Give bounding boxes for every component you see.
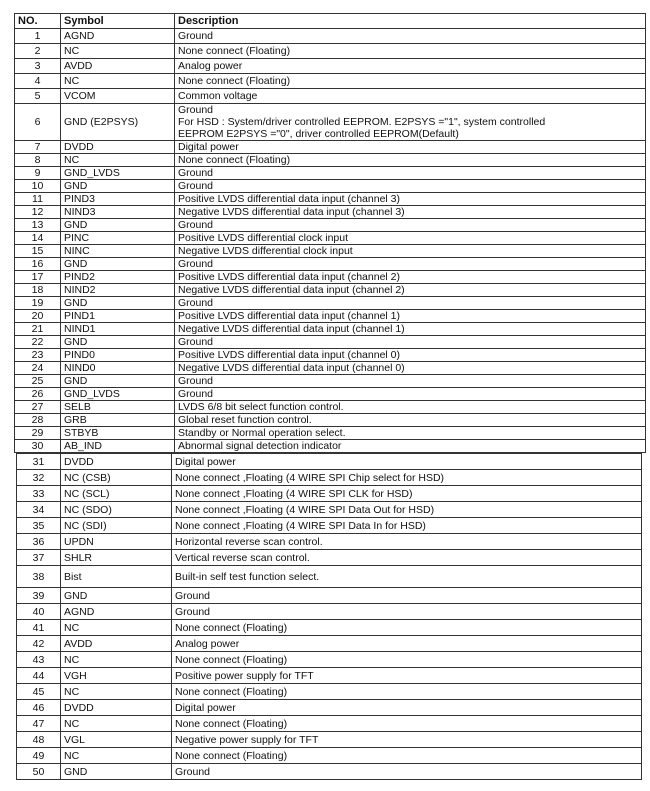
table-row (15, 427, 646, 440)
table-row (17, 470, 642, 486)
pin-description: Digital power (175, 141, 646, 154)
description-line: EEPROM E2PSYS ="0", driver controlled EEPROM(Default) (178, 128, 459, 140)
table-row (15, 284, 646, 297)
pin-description: LVDS 6/8 bit select function control. (175, 401, 646, 414)
pin-symbol: GND (61, 297, 175, 310)
pin-symbol: Bist (61, 566, 172, 588)
pin-symbol: NIND1 (61, 323, 175, 336)
pin-symbol: GRB (61, 414, 175, 427)
pin-symbol: GND (61, 588, 172, 604)
pin-number: 10 (15, 180, 61, 193)
pin-description: Ground (175, 167, 646, 180)
pin-number: 20 (15, 310, 61, 323)
pin-description: Ground (175, 180, 646, 193)
table-row (17, 748, 642, 764)
pin-description: Positive power supply for TFT (172, 668, 642, 684)
pin-number: 5 (15, 89, 61, 104)
pin-symbol: NC (61, 748, 172, 764)
table-row (15, 74, 646, 89)
table-row (15, 323, 646, 336)
pin-description: None connect ,Floating (4 WIRE SPI CLK for HSD) (172, 486, 642, 502)
pin-number: 43 (17, 652, 61, 668)
table-row (15, 258, 646, 271)
pin-description: Negative LVDS differential data input (channel 3) (175, 206, 646, 219)
pin-description: Ground (175, 219, 646, 232)
pin-number: 32 (17, 470, 61, 486)
pin-symbol: PIND2 (61, 271, 175, 284)
pin-description: Ground (172, 604, 642, 620)
pin-table-part-2 (16, 453, 642, 780)
table-row (17, 550, 642, 566)
pin-description: Analog power (172, 636, 642, 652)
table-row (15, 44, 646, 59)
pin-number: 22 (15, 336, 61, 349)
pin-description: Ground (175, 388, 646, 401)
pin-number: 2 (15, 44, 61, 59)
pin-symbol: NC (SDO) (61, 502, 172, 518)
table-row (15, 440, 646, 453)
pin-number: 47 (17, 716, 61, 732)
pin-description: Global reset function control. (175, 414, 646, 427)
table-row (17, 684, 642, 700)
pin-symbol: NC (CSB) (61, 470, 172, 486)
pin-number: 40 (17, 604, 61, 620)
pin-number: 37 (17, 550, 61, 566)
table-row (15, 59, 646, 74)
pin-symbol: NIND0 (61, 362, 175, 375)
table-row (15, 206, 646, 219)
pin-symbol: GND (61, 375, 175, 388)
table-row (17, 588, 642, 604)
pin-description: Digital power (172, 700, 642, 716)
pin-symbol: GND_LVDS (61, 388, 175, 401)
pin-number: 38 (17, 566, 61, 588)
pin-description: Positive LVDS differential data input (channel 3) (175, 193, 646, 206)
table-row (15, 362, 646, 375)
pin-symbol: GND (61, 336, 175, 349)
pin-symbol: SELB (61, 401, 175, 414)
table-row (15, 141, 646, 154)
pin-table-part-1 (14, 13, 646, 453)
pin-number: 17 (15, 271, 61, 284)
table-row (15, 29, 646, 44)
pin-description: Negative LVDS differential data input (channel 1) (175, 323, 646, 336)
pin-number: 46 (17, 700, 61, 716)
table-row (15, 401, 646, 414)
pin-description: None connect (Floating) (172, 748, 642, 764)
pin-symbol: NIND3 (61, 206, 175, 219)
pin-description: None connect (Floating) (172, 716, 642, 732)
pin-number: 39 (17, 588, 61, 604)
pin-number: 9 (15, 167, 61, 180)
pin-symbol: PIND3 (61, 193, 175, 206)
table-row (17, 502, 642, 518)
pin-symbol: NC (61, 652, 172, 668)
pin-number: 35 (17, 518, 61, 534)
pin-symbol: DVDD (61, 454, 172, 470)
pin-symbol: DVDD (61, 141, 175, 154)
pin-symbol: UPDN (61, 534, 172, 550)
pin-description: Standby or Normal operation select. (175, 427, 646, 440)
pin-symbol: NC (61, 44, 175, 59)
pin-symbol: NC (61, 684, 172, 700)
table-row (15, 336, 646, 349)
pin-symbol: AGND (61, 29, 175, 44)
table-row (17, 454, 642, 470)
pin-number: 30 (15, 440, 61, 453)
table-row (17, 668, 642, 684)
pin-number: 33 (17, 486, 61, 502)
pin-number: 48 (17, 732, 61, 748)
pin-number: 13 (15, 219, 61, 232)
pin-symbol: PIND1 (61, 310, 175, 323)
pin-symbol: NC (61, 716, 172, 732)
pin-number: 7 (15, 141, 61, 154)
pin-description: Ground (175, 375, 646, 388)
pin-symbol: AGND (61, 604, 172, 620)
table-row (15, 193, 646, 206)
pin-number: 41 (17, 620, 61, 636)
table-row (15, 375, 646, 388)
pin-description: None connect (Floating) (175, 154, 646, 167)
pin-symbol: NC (61, 74, 175, 89)
pin-number: 25 (15, 375, 61, 388)
pin-symbol: PIND0 (61, 349, 175, 362)
pin-symbol: AVDD (61, 636, 172, 652)
pin-symbol: GND (61, 764, 172, 780)
pin-symbol: AVDD (61, 59, 175, 74)
pin-description: None connect (Floating) (172, 684, 642, 700)
table-row (17, 700, 642, 716)
pin-description: None connect ,Floating (4 WIRE SPI Data Out for HSD) (172, 502, 642, 518)
pin-description: Positive LVDS differential data input (channel 1) (175, 310, 646, 323)
pin-number: 14 (15, 232, 61, 245)
pin-number: 26 (15, 388, 61, 401)
pin-number: 19 (15, 297, 61, 310)
pin-symbol: NC (SCL) (61, 486, 172, 502)
table-row (17, 636, 642, 652)
pin-symbol: NC (61, 620, 172, 636)
pin-symbol: GND (E2PSYS) (61, 104, 175, 141)
pin-number: 44 (17, 668, 61, 684)
pin-number: 34 (17, 502, 61, 518)
pin-description: Negative LVDS differential clock input (175, 245, 646, 258)
pin-number: 36 (17, 534, 61, 550)
table-row (15, 349, 646, 362)
pin-description: Ground (172, 588, 642, 604)
pin-description: Abnormal signal detection indicator (175, 440, 646, 453)
pin-number: 28 (15, 414, 61, 427)
table-row (15, 104, 646, 141)
pin-number: 12 (15, 206, 61, 219)
pin-description: Common voltage (175, 89, 646, 104)
pin-description: Digital power (172, 454, 642, 470)
table-row (15, 167, 646, 180)
table-row (17, 764, 642, 780)
pin-description: None connect (Floating) (172, 620, 642, 636)
pin-symbol: NC (SDI) (61, 518, 172, 534)
table-row (17, 620, 642, 636)
table-row (15, 89, 646, 104)
pin-number: 23 (15, 349, 61, 362)
pin-number: 21 (15, 323, 61, 336)
pin-description: Ground (175, 258, 646, 271)
pin-symbol: DVDD (61, 700, 172, 716)
pin-description: None connect ,Floating (4 WIRE SPI Data In for HSD) (172, 518, 642, 534)
pin-number: 50 (17, 764, 61, 780)
table-row (17, 566, 642, 588)
pin-description: Analog power (175, 59, 646, 74)
pin-symbol: VGL (61, 732, 172, 748)
pin-description: None connect (Floating) (175, 74, 646, 89)
pin-number: 31 (17, 454, 61, 470)
table-row (15, 271, 646, 284)
pin-description: Positive LVDS differential clock input (175, 232, 646, 245)
pin-description: Built-in self test function select. (172, 566, 642, 588)
header-symbol: Symbol (61, 14, 175, 29)
pin-number: 3 (15, 59, 61, 74)
pin-symbol: VCOM (61, 89, 175, 104)
pin-symbol: GND (61, 219, 175, 232)
pin-number: 16 (15, 258, 61, 271)
pin-symbol: NIND2 (61, 284, 175, 297)
pin-number: 27 (15, 401, 61, 414)
pin-number: 42 (17, 636, 61, 652)
pin-description: Negative LVDS differential data input (channel 0) (175, 362, 646, 375)
pin-number: 15 (15, 245, 61, 258)
table-row (15, 180, 646, 193)
pin-symbol: PINC (61, 232, 175, 245)
table-row (15, 414, 646, 427)
header-no: NO. (15, 14, 61, 29)
pin-description: Negative power supply for TFT (172, 732, 642, 748)
pin-description: Negative LVDS differential data input (channel 2) (175, 284, 646, 297)
pin-number: 4 (15, 74, 61, 89)
pin-description: Vertical reverse scan control. (172, 550, 642, 566)
table-row (15, 232, 646, 245)
pin-symbol: VGH (61, 668, 172, 684)
table-row (17, 652, 642, 668)
pin-number: 8 (15, 154, 61, 167)
table-row (15, 154, 646, 167)
pin-symbol: SHLR (61, 550, 172, 566)
table-row (15, 219, 646, 232)
table-row (15, 297, 646, 310)
pin-number: 49 (17, 748, 61, 764)
pin-description: None connect (Floating) (172, 652, 642, 668)
table-row (17, 486, 642, 502)
pin-description: Positive LVDS differential data input (channel 2) (175, 271, 646, 284)
table-row (17, 518, 642, 534)
table-row (15, 245, 646, 258)
pin-number: 1 (15, 29, 61, 44)
pin-symbol: GND (61, 180, 175, 193)
header-description: Description (175, 14, 646, 29)
table-row (15, 310, 646, 323)
table-row (17, 604, 642, 620)
description-line: For HSD : System/driver controlled EEPROM. E2PSYS ="1", system controlled (178, 116, 546, 128)
pin-description: Ground (175, 297, 646, 310)
pin-description: Ground (175, 29, 646, 44)
pin-description: None connect ,Floating (4 WIRE SPI Chip select for HSD) (172, 470, 642, 486)
pin-description: Positive LVDS differential data input (channel 0) (175, 349, 646, 362)
pin-description (175, 104, 646, 141)
pin-number: 24 (15, 362, 61, 375)
table-row (17, 732, 642, 748)
pin-description: Ground (175, 336, 646, 349)
pin-symbol: NC (61, 154, 175, 167)
pin-symbol: NINC (61, 245, 175, 258)
pin-number: 18 (15, 284, 61, 297)
pin-description: Horizontal reverse scan control. (172, 534, 642, 550)
pin-number: 11 (15, 193, 61, 206)
table-header (15, 14, 646, 29)
table-row (15, 388, 646, 401)
pin-number: 45 (17, 684, 61, 700)
pin-number: 29 (15, 427, 61, 440)
pin-description: Ground (172, 764, 642, 780)
table-row (17, 534, 642, 550)
pin-description: None connect (Floating) (175, 44, 646, 59)
table-row (17, 716, 642, 732)
pin-symbol: AB_IND (61, 440, 175, 453)
pin-symbol: GND (61, 258, 175, 271)
description-line: Ground (178, 104, 214, 116)
pin-symbol: STBYB (61, 427, 175, 440)
pin-symbol: GND_LVDS (61, 167, 175, 180)
pin-number: 6 (15, 104, 61, 141)
